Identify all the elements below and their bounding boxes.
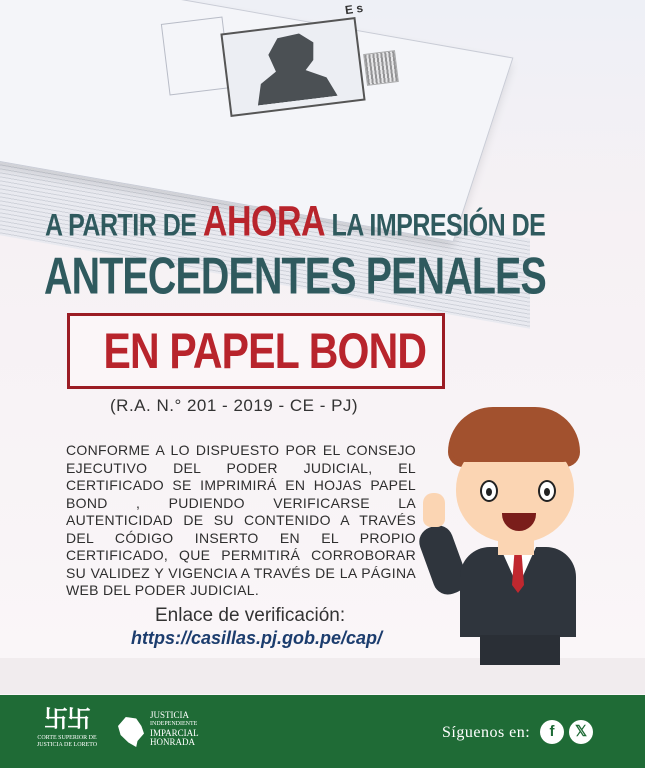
certificate-photo-box: [220, 17, 365, 117]
follow-label: Síguenos en:: [442, 724, 531, 741]
x-twitter-icon[interactable]: 𝕏: [569, 720, 593, 744]
headline-highlight: AHORA: [202, 198, 326, 246]
justicia-line2: INDEPENDIENTE: [150, 721, 198, 727]
character-eye-right: [538, 480, 556, 502]
certificate-corner-text: E s: [344, 0, 364, 18]
headline-part1: A PARTIR DE: [45, 208, 197, 243]
justicia-logo-text: [150, 711, 230, 747]
verification-link[interactable]: https://casillas.pj.gob.pe/cap/: [131, 628, 383, 648]
character-eye-left: [480, 480, 498, 502]
certificate-form-box: [161, 16, 231, 95]
character-hair: [450, 417, 578, 462]
body-paragraph: CONFORME A LO DISPUESTO POR EL CONSEJO EJECUTIVO DEL PODER JUDICIAL, EL CERTIFICADO SE IMPRIMIRÁ EN HOJAS PAPEL BOND , PUDIENDO VERIFICARSE LA AUTENTICIDAD DE SU CONTENIDO A TRAVÉS DEL CÓDIGO INSERTO EN EL PROPIO CERTIFICADO, QUE PERMITIRÁ CORROBORAR SU VALIDEZ Y VIGENCIA A TRAVÉS DE LA PÁGINA WEB DEL PODER JUDICIAL.: [66, 442, 416, 598]
justicia-line1: JUSTICIA: [150, 710, 190, 720]
csj-logo-icon: 卐卐: [44, 705, 90, 733]
facebook-icon[interactable]: f: [540, 720, 564, 744]
character-legs: [480, 635, 560, 665]
peru-map-icon: [118, 717, 144, 747]
verification-label: Enlace de verificación:: [155, 605, 346, 626]
headline-part2: LA IMPRESIÓN DE: [331, 208, 546, 243]
cartoon-man-illustration: [420, 405, 620, 665]
justicia-logo: [118, 711, 218, 751]
qr-code-icon: [363, 50, 399, 86]
justicia-line3: IMPARCIAL: [150, 728, 199, 738]
headline-boxed: EN PAPEL BOND: [103, 323, 427, 379]
pointing-hand-icon: [423, 493, 445, 527]
person-silhouette-icon: [233, 25, 351, 108]
resolution-reference: (R.A. N.° 201 - 2019 - CE - PJ): [110, 396, 359, 415]
justicia-line4: HONRADA: [150, 737, 195, 747]
headline-boxed-frame: [67, 313, 445, 389]
headline-intro: [45, 198, 605, 247]
csj-logo-text: CORTE SUPERIOR DE JUSTICIA DE LORETO: [36, 735, 98, 748]
headline-main: ANTECEDENTES PENALES: [44, 248, 546, 306]
csj-loreto-logo: [32, 705, 102, 757]
